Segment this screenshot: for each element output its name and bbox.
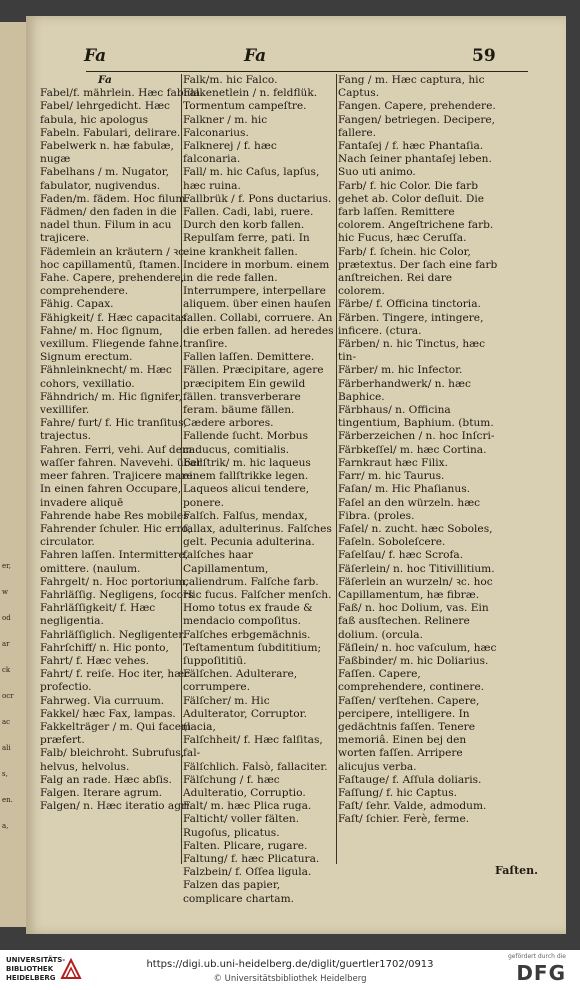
column-3 [338, 74, 498, 866]
dictionary-entry: Färbe/ f. Officina tinctoria. [338, 298, 481, 311]
dictionary-entry: Färben. Tingere, intingere, inficere. (ctura. [338, 311, 484, 337]
left-page-fragment: ali [2, 744, 11, 752]
column-divider-1 [181, 74, 182, 864]
dictionary-entry: Fahrgelt/ n. Hoc portorium, [40, 575, 189, 588]
header-rule [86, 71, 528, 72]
dictionary-entry: Farb/ f. hic Color. Die farb gehet ab. Color deſluit. Die farb laſſen. Remittere colorem. Angeſtrichene farb. hic Fucus, hæc Ceruſſa. [338, 179, 494, 245]
dictionary-entry: Farnkraut hæc Filix. [338, 456, 449, 469]
dictionary-page [26, 16, 566, 934]
dictionary-entry: Faſt/ ſchier. Ferè, ferme. [338, 813, 470, 826]
permalink[interactable]: https://digi.ub.uni-heidelberg.de/diglit/guertler1702/0913 [146, 959, 434, 970]
dictionary-entry: Faltung/ f. hæc Plicatura. [183, 852, 320, 865]
dictionary-entry: Fähig. Capax. [40, 298, 114, 311]
dictionary-entry: Fälſchung / f. hæc Adulteratio, Corruptio. [183, 773, 306, 799]
dictionary-entry: Fällen. Præcipitare, agere præcipitem Ein gewild fällen. transverberare feram. bäume fällen. Cædere arbores. [183, 364, 324, 430]
dictionary-entry: Faſt/ ſehr. Valde, admodum. [338, 800, 487, 813]
dictionary-entry: Fallſtrik/ m. hic laqueus einem fallſtrikke legen. Laqueos alicui tendere, ponere. [183, 456, 311, 509]
section-heading: Fa [98, 74, 112, 86]
dictionary-entry: Faſel an den würzeln. hæc Fibra. (proles. [338, 496, 481, 522]
dictionary-entry: Fälſchlich. Falsò, fallaciter. [183, 760, 328, 773]
dictionary-entry: Fallen. Cadi, labi, ruere. Durch den korb fallen. Repulſam ferre, pati. In eine krankheit fallen. Incidere in morbum. einem in die rede fallen. Interrumpere, interpellare aliquem. über einen hauſen fallen. Collabi, corruere. An die erben fallen. ad heredes tranſire. [183, 206, 334, 351]
left-page-fragment: ac [2, 718, 11, 726]
running-head-left: Fa [84, 46, 107, 66]
dictionary-entry: Fahrender ſchuler. Hic erro, circulator. [40, 522, 192, 549]
dictionary-entry: Fabelhans / m. Nugator, fabulator, nugivendus. [40, 166, 169, 192]
dictionary-entry: Färben/ n. hic Tinctus, hæc tin- [338, 338, 486, 364]
dictionary-entry: Fahrweg. Via curruum. [40, 694, 165, 707]
dictionary-entry: Falkenetlein / n. feldflük. Tormentum campeſtre. [183, 87, 318, 113]
dictionary-entry: Fahrläſſigkeit/ f. Hæc negligentia. [40, 602, 156, 628]
dictionary-entry: Falk/m. hic Falco. [183, 74, 278, 86]
left-page-fragment: en. [2, 796, 13, 804]
running-head-center: Fa [244, 46, 267, 66]
dictionary-entry: Fabelwerk n. hæ fabulæ, nugæ [40, 140, 174, 166]
left-page-fragment: a, [2, 822, 9, 830]
dictionary-entry: Färberhandwerk/ n. hæc Baphice. [338, 377, 471, 403]
funder-note: gefördert durch die [508, 953, 566, 960]
dictionary-entry: Fangen. Capere, prehendere. [338, 100, 496, 113]
dictionary-entry: Fädmen/ den faden in die nadel thun. Filum in acu trajicere. [40, 206, 177, 245]
dictionary-entry: Fabel/ lehrgedicht. Hæc fabula, hic apologus [40, 100, 170, 126]
dictionary-entry: Faſelſau/ f. hæc Scrofa. [338, 549, 464, 562]
copyright-text: © Universitätsbibliothek Heidelberg [213, 974, 367, 984]
dictionary-entry: Fallbrük / f. Pons ductarius. [183, 192, 332, 205]
dictionary-entry: Fall/ m. hic Caſus, lapſus, hæc ruina. [183, 166, 320, 192]
dictionary-entry: Fallende ſucht. Morbus caducus, comitialis. [183, 430, 309, 456]
logo-line: BIBLIOTHEK [6, 965, 54, 973]
dictionary-entry: Fahe. Capere, prehendere, comprehendere. [40, 272, 185, 298]
dictionary-entry: Falzen das papier, complicare chartam. [183, 879, 294, 905]
dictionary-entry: Farb/ f. ſchein. hic Color, prætextus. Der ſach eine farb anſtreichen. Rei dare colorem. [338, 245, 498, 298]
dictionary-entry: Farr/ m. hic Taurus. [338, 470, 445, 483]
catchword: Faſten. [495, 864, 538, 877]
dictionary-entry: Fähnleinknecht/ m. Hæc cohors, vexillatio. [40, 364, 172, 390]
dictionary-entry: Fälſcher/ m. Hic Adulterator, Corruptor. (lacia, [183, 694, 307, 733]
left-page-edge [0, 22, 28, 927]
dictionary-entry: Fädemlein an kräutern / ꝛc. hoc capillamentū, ſtamen. [40, 245, 188, 271]
dictionary-entry: Faſel/ n. zucht. hæc Soboles, [338, 522, 493, 535]
dictionary-entry: Falkner / m. hic Falconarius. [183, 113, 268, 139]
dictionary-entry: Falticht/ voller fälten. Rugoſus, plicatus. [183, 813, 300, 839]
dictionary-entry: Fantaſej / f. hæc Phantaſia. Nach ſeiner phantaſej leben. Suo uti animo. [338, 140, 492, 179]
dictionary-entry: Fäſerlein/ n. hoc Titivillitium. [338, 562, 495, 575]
dictionary-entry: Fahrſchiff/ n. Hic ponto, [40, 641, 169, 654]
viewer-footer [0, 950, 580, 990]
dictionary-entry: Falgen. Iterare agrum. [40, 786, 163, 799]
dictionary-entry: Fahrt/ f. reiſe. Hoc iter, hæc profectio. [40, 668, 191, 694]
dictionary-entry: Fallen laſſen. Demittere. [183, 351, 315, 364]
page-number: 59 [472, 46, 496, 66]
dictionary-entry: Falſchheit/ f. Hæc falſitas, fal- [183, 734, 323, 760]
column-divider-2 [336, 74, 337, 864]
left-page-fragment: ck [2, 666, 11, 674]
dictionary-entry: Faſtauge/ f. Aſſula doliaris. [338, 773, 482, 786]
dictionary-entry: Fäſlein/ n. hoc vaſculum, hæc [338, 641, 497, 654]
dfg-logo: DFG [516, 961, 566, 985]
left-page-fragment: s, [2, 770, 8, 778]
column-1 [40, 74, 204, 866]
dictionary-entry: Fang / m. Hæc captura, hic Captus. [338, 74, 485, 100]
dictionary-entry: Fakkel/ hæc Fax, lampas. [40, 707, 176, 720]
column-2 [183, 74, 335, 905]
dictionary-entry: Faſſen/ verſtehen. Capere, percipere, intelligere. In gedächtnis faſſen. Tenere memoriâ. Einen bej den worten faſſen. Arripere alicujus verba. [338, 694, 480, 773]
left-page-fragment: ocr [2, 692, 14, 700]
dictionary-entry: Faßbinder/ m. hic Doliarius. [338, 654, 489, 667]
left-page-fragment: w [2, 588, 8, 596]
dictionary-entry: Falb/ bleichroht. Subrufus, helvus, helvolus. [40, 747, 185, 773]
dictionary-entry: Färbhaus/ n. Officina tingentium, Baphium. (btum. [338, 404, 494, 430]
dictionary-entry: Fahrt/ f. Hæc vehes. [40, 654, 149, 667]
left-page-fragment: er, [2, 562, 11, 570]
logo-line: HEIDELBERG [6, 974, 56, 982]
dictionary-entry: Fäſerlein an wurzeln/ ꝛc. hoc Capillamentum, hæ fibræ. [338, 575, 493, 601]
dictionary-entry: Fakkelträger / m. Qui facem præfert. [40, 720, 192, 747]
dictionary-entry: Färberzeichen / n. hoc Inſcri- [338, 430, 495, 443]
dictionary-entry: Fälſchen. Adulterare, corrumpere. [183, 668, 298, 694]
dictionary-entry: Faſſen. Capere, comprehendere, continere. [338, 668, 485, 694]
dictionary-entry: Falt/ m. hæc Plica ruga. [183, 800, 312, 813]
dictionary-entry: Falknerej / f. hæc falconaria. [183, 140, 277, 166]
left-page-fragment: od [2, 614, 11, 622]
left-page-fragment: ar [2, 640, 10, 648]
dictionary-entry: Falten. Plicare, rugare. [183, 839, 308, 852]
dictionary-entry: Falſch. Falſus, mendax, fallax, adulterinus. Falſches gelt. Pecunia adulterina. falſches haar Capillamentum, caliendrum. Falſche farb. Hic fucus. Falſcher menſch. Homo totus ex fraude & mendacio compoſitus. Falſches erbgemächnis. Teſtamentum ſubdititium; ſuppoſititiū. [183, 509, 332, 667]
dictionary-entry: Fähndrich/ m. Hic ſignifer, vexillifer. [40, 390, 182, 417]
dictionary-entry: Fabel/f. mährlein. Hæc fabula. [40, 87, 204, 100]
dictionary-entry: Falgen/ n. Hæc iteratio agri. [40, 800, 193, 813]
dictionary-entry: Färber/ m. hic Infector. [338, 364, 463, 377]
dictionary-entry: Fahne/ m. Hoc ſignum, vexillum. Fliegende fahne. Signum erectum. [40, 324, 183, 364]
dictionary-entry: Fahren laſſen. Intermittere, omittere. (naulum. [40, 549, 189, 575]
dictionary-entry: Fangen/ betriegen. Decipere, fallere. [338, 113, 496, 139]
dictionary-entry: Faß/ n. hoc Dolium, vas. Ein faß ausſtechen. Relinere dolium. (orcula. [338, 602, 489, 641]
logo-line: UNIVERSITÄTS- [6, 956, 66, 964]
dictionary-entry: Fahrläſſig. Negligens, ſocors [40, 588, 194, 601]
dictionary-entry: Faſan/ m. Hic Phaſianus. [338, 483, 470, 496]
dictionary-entry: Färbkeſſel/ m. hæc Cortina. [338, 443, 487, 456]
dictionary-entry: Fahrläſſiglich. Negligenter. [40, 628, 186, 641]
dictionary-entry: Fähigkeit/ f. Hæc capacitas. [40, 311, 191, 324]
dictionary-entry: Fahrende habe Res mobiles [40, 509, 189, 522]
dictionary-entry: Faſeln. Soboleſcere. [338, 536, 446, 549]
dictionary-entry: Falg an rade. Hæc abſis. [40, 773, 172, 786]
dictionary-entry: Faden/m. fädem. Hoc filum. [40, 192, 189, 205]
dictionary-entry: Fabeln. Fabulari, delirare. [40, 126, 181, 139]
dictionary-entry: Fahren. Ferri, vehi. Auf dem waſſer fahren. Navevehi. über meer fahren. Trajicere mare. In einen fahren Occupare, invadere aliquē [40, 443, 202, 509]
dictionary-entry: Falzbein/ f. Oſſea ligula. [183, 866, 312, 879]
dictionary-entry: Fahre/ furt/ f. Hic tranſitus, trajectus. [40, 417, 187, 443]
dictionary-entry: Faſſung/ f. hic Captus. [338, 786, 458, 799]
